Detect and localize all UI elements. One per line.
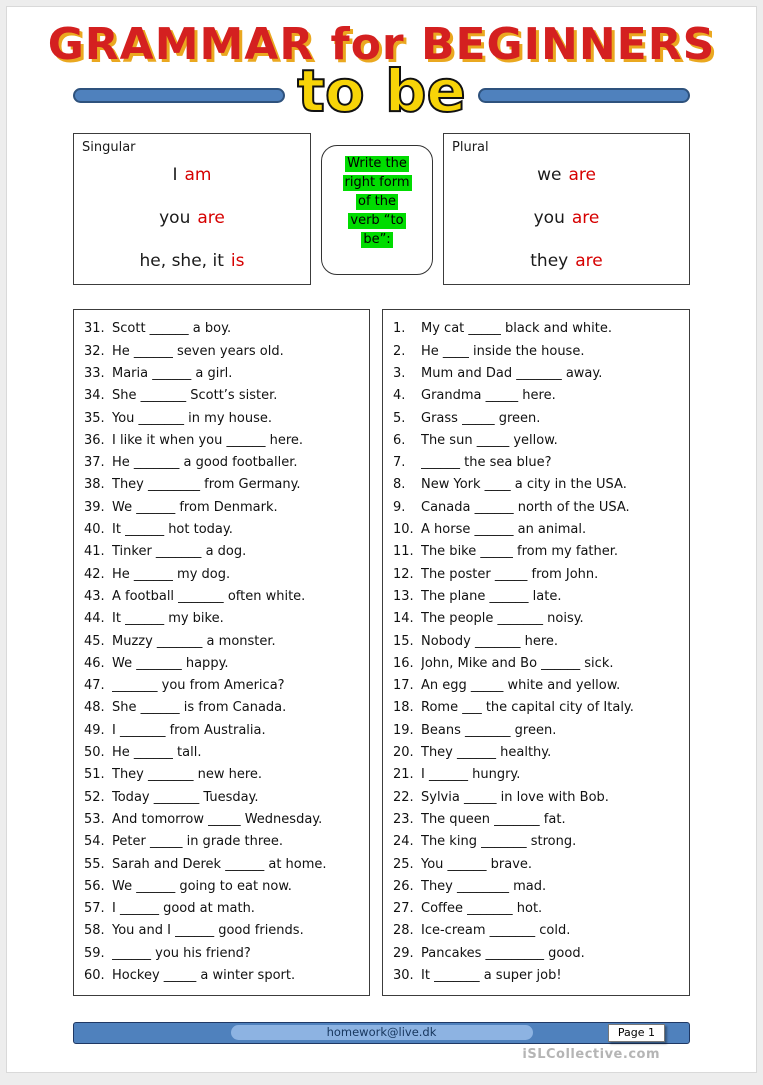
exercise-text: And tomorrow _____ Wednesday. [112,811,323,827]
exercise-number: 34. [84,388,105,404]
exercise-text: They ________ from Germany. [112,477,301,493]
exercise-text: Nobody _______ here. [421,633,559,649]
exercise-number: 58. [84,923,105,939]
exercise-number: 25. [393,856,414,872]
exercise-number: 55. [84,856,105,872]
exercise-item [393,341,685,363]
exercise-item [84,497,365,519]
verb-form: are [197,208,225,229]
exercise-number: 11. [393,544,414,560]
exercise-number: 23. [393,811,414,827]
exercise-item [84,452,365,474]
exercise-number: 3. [393,365,406,381]
exercise-text: The queen _______ fat. [421,811,566,827]
exercise-item [393,497,685,519]
exercise-item [393,318,685,340]
exercise-item [84,564,365,586]
exercise-text: Peter _____ in grade three. [112,834,284,850]
exercise-item [84,341,365,363]
exercise-text: You and I ______ good friends. [112,923,304,939]
exercise-number: 2. [393,343,406,359]
instruction-line: be”: [363,232,391,248]
exercise-text: Sylvia _____ in love with Bob. [421,789,609,805]
exercise-number: 39. [84,499,105,515]
exercise-item [393,430,685,452]
plural-box [443,133,690,285]
exercise-item [393,541,685,563]
exercise-text: Ice-cream _______ cold. [421,923,571,939]
exercise-text: ______ the sea blue? [421,455,552,471]
exercise-number: 4. [393,388,406,404]
exercise-item [84,764,365,786]
left-exercise-box [73,309,370,996]
exercise-number: 37. [84,455,105,471]
exercise-number: 28. [393,923,414,939]
exercise-item [84,631,365,653]
exercise-item [84,675,365,697]
exercise-number: 22. [393,789,414,805]
exercise-item [84,586,365,608]
singular-row [159,208,225,228]
exercise-item [84,787,365,809]
exercise-text: I _______ from Australia. [112,722,266,738]
exercise-number: 59. [84,945,105,961]
exercise-number: 47. [84,678,105,694]
exercise-item [84,653,365,675]
exercise-text: He ______ my dog. [112,566,231,582]
instruction-box [321,145,433,275]
verb-form: am [184,165,212,186]
exercise-text: She ______ is from Canada. [112,700,287,716]
exercise-item [84,541,365,563]
singular-row [173,165,212,185]
exercise-text: We ______ going to eat now. [112,878,292,894]
exercise-item [393,519,685,541]
worksheet-subtitle: to be [297,57,466,126]
exercise-number: 15. [393,633,414,649]
exercise-item [393,787,685,809]
exercise-number: 53. [84,811,105,827]
pronoun: you [533,208,565,229]
pronoun: he, she, it [139,251,224,272]
exercise-text: The sun _____ yellow. [421,432,558,448]
exercise-text: I like it when you ______ here. [112,432,304,448]
exercise-number: 14. [393,611,414,627]
exercise-text: We _______ happy. [112,655,229,671]
exercise-text: The plane ______ late. [421,588,562,604]
exercise-item [393,920,685,942]
instruction-line: right form [344,175,410,191]
exercise-item [393,363,685,385]
exercise-number: 49. [84,722,105,738]
exercise-text: Mum and Dad _______ away. [421,365,603,381]
plural-label: Plural [452,140,489,156]
instruction-line: Write the [347,156,407,172]
exercise-number: 12. [393,566,414,582]
singular-row [140,251,245,271]
exercise-item [84,430,365,452]
left-blue-bar [73,88,285,103]
exercise-text: Today _______ Tuesday. [112,789,259,805]
exercise-item [393,898,685,920]
exercise-number: 42. [84,566,105,582]
exercise-text: You _______ in my house. [112,410,272,426]
exercise-text: I ______ hungry. [421,767,521,783]
exercise-number: 13. [393,588,414,604]
exercise-text: Canada ______ north of the USA. [421,499,630,515]
exercise-item [393,831,685,853]
exercise-item [393,586,685,608]
plural-rows [444,165,689,271]
exercise-text: New York ____ a city in the USA. [421,477,627,493]
exercise-item [84,965,365,987]
exercise-number: 32. [84,343,105,359]
exercise-item [393,809,685,831]
exercise-number: 5. [393,410,406,426]
right-blue-bar [478,88,690,103]
exercise-item [84,363,365,385]
exercise-item [393,385,685,407]
exercise-number: 8. [393,477,406,493]
exercise-text: We ______ from Denmark. [112,499,278,515]
exercise-text: You ______ brave. [421,856,533,872]
pronoun: they [530,251,569,272]
exercise-item [84,519,365,541]
exercise-item [84,943,365,965]
exercise-text: A football _______ often white. [112,588,306,604]
exercise-number: 18. [393,700,414,716]
plural-row [534,208,600,228]
singular-rows [74,165,310,271]
plural-row [537,165,596,185]
exercise-text: The people _______ noisy. [421,611,584,627]
exercise-text: The poster _____ from John. [421,566,599,582]
exercise-number: 20. [393,745,414,761]
exercise-text: ______ you his friend? [112,945,251,961]
conjugation-section [7,133,756,287]
exercise-number: 30. [393,968,414,983]
footer-bar [73,1022,690,1044]
exercise-number: 33. [84,365,105,381]
exercise-item [84,608,365,630]
exercise-number: 57. [84,901,105,917]
exercise-text: An egg _____ white and yellow. [421,678,621,694]
exercise-number: 21. [393,767,414,783]
verb-form: are [571,208,600,229]
exercise-text: John, Mike and Bo ______ sick. [421,655,614,671]
watermark: iSLCollective.com [522,1047,660,1062]
exercise-number: 50. [84,745,105,761]
exercise-number: 56. [84,878,105,894]
exercise-text: He ______ tall. [112,745,202,761]
exercise-item [393,631,685,653]
exercise-text: Muzzy _______ a monster. [112,633,276,649]
exercise-number: 35. [84,410,105,426]
verb-form: are [568,165,596,186]
exercise-item [84,831,365,853]
exercise-text: Pancakes _________ good. [421,945,585,961]
exercise-text: Hockey _____ a winter sport. [112,968,296,983]
exercise-text: They ______ healthy. [421,745,552,761]
exercise-item [393,943,685,965]
plural-row [530,251,602,271]
singular-box [73,133,311,285]
exercise-text: Maria ______ a girl. [112,365,233,381]
exercise-text: Coffee _______ hot. [421,901,543,917]
exercise-item [84,920,365,942]
exercise-item [84,854,365,876]
exercise-item [393,408,685,430]
right-exercise-box [382,309,690,996]
exercise-text: A horse ______ an animal. [421,522,587,538]
exercise-number: 16. [393,655,414,671]
exercise-text: I ______ good at math. [112,901,255,917]
exercise-item [393,653,685,675]
exercise-item [393,764,685,786]
subtitle-row [7,57,756,127]
exercise-text: The king _______ strong. [421,834,577,850]
exercise-number: 40. [84,522,105,538]
exercise-item [393,965,685,987]
exercise-number: 27. [393,901,414,917]
exercise-item [84,742,365,764]
exercise-text: It ______ my bike. [112,611,224,627]
exercise-number: 43. [84,588,105,604]
exercise-number: 9. [393,499,406,515]
exercise-number: 44. [84,611,105,627]
exercise-section [7,309,756,996]
exercise-text: He ______ seven years old. [112,343,284,359]
worksheet-title: GRAMMAR for BEGINNERS [47,19,716,70]
footer-email: homework@live.dk [231,1025,533,1040]
exercise-number: 51. [84,767,105,783]
exercise-text: Tinker _______ a dog. [112,544,247,560]
instruction-line: verb “to [350,213,404,229]
exercise-number: 41. [84,544,105,560]
exercise-number: 10. [393,522,414,538]
exercise-item [84,385,365,407]
exercise-number: 38. [84,477,105,493]
exercise-item [393,742,685,764]
exercise-number: 52. [84,789,105,805]
page-number-badge: Page 1 [608,1024,665,1042]
exercise-item [84,809,365,831]
exercise-text: Scott ______ a boy. [112,321,232,337]
verb-form: is [230,251,245,272]
exercise-number: 26. [393,878,414,894]
exercise-number: 60. [84,968,105,983]
exercise-item [393,452,685,474]
pronoun: you [159,208,191,229]
exercise-text: They _______ new here. [112,767,263,783]
exercise-number: 17. [393,678,414,694]
exercise-item [84,898,365,920]
exercise-number: 1. [393,321,406,337]
exercise-number: 45. [84,633,105,649]
exercise-item [84,408,365,430]
exercise-number: 54. [84,834,105,850]
exercise-number: 48. [84,700,105,716]
exercise-number: 31. [84,321,105,337]
exercise-number: 19. [393,722,414,738]
exercise-text: He _______ a good footballer. [112,455,298,471]
exercise-number: 46. [84,655,105,671]
exercise-item [393,697,685,719]
exercise-item [393,876,685,898]
exercise-text: They ________ mad. [421,878,547,894]
worksheet-page [6,6,757,1073]
exercise-number: 6. [393,432,406,448]
exercise-text: He ____ inside the house. [421,343,585,359]
exercise-number: 36. [84,432,105,448]
exercise-number: 7. [393,455,406,471]
footer [7,1022,756,1072]
exercise-number: 24. [393,834,414,850]
exercise-text: _______ you from America? [112,678,285,694]
singular-label: Singular [82,140,136,156]
exercise-text: It ______ hot today. [112,522,233,538]
exercise-text: My cat _____ black and white. [421,321,612,337]
exercise-item [393,474,685,496]
exercise-item [84,318,365,340]
exercise-item [393,564,685,586]
exercise-item [393,720,685,742]
pronoun: we [537,165,562,186]
exercise-text: Beans _______ green. [421,722,557,738]
exercise-item [84,697,365,719]
verb-form: are [575,251,603,272]
exercise-number: 29. [393,945,414,961]
exercise-item [393,675,685,697]
exercise-item [84,720,365,742]
pronoun: I [172,165,178,186]
exercise-item [393,608,685,630]
exercise-text: Grass _____ green. [421,410,541,426]
exercise-text: She _______ Scott’s sister. [112,388,278,404]
exercise-text: Rome ___ the capital city of Italy. [421,700,634,716]
exercise-text: Sarah and Derek ______ at home. [112,856,327,872]
instruction-line: of the [358,194,396,210]
exercise-text: The bike _____ from my father. [421,544,619,560]
exercise-item [393,854,685,876]
exercise-item [84,474,365,496]
exercise-text: It _______ a super job! [421,968,562,983]
exercise-text: Grandma _____ here. [421,388,556,404]
exercise-item [84,876,365,898]
